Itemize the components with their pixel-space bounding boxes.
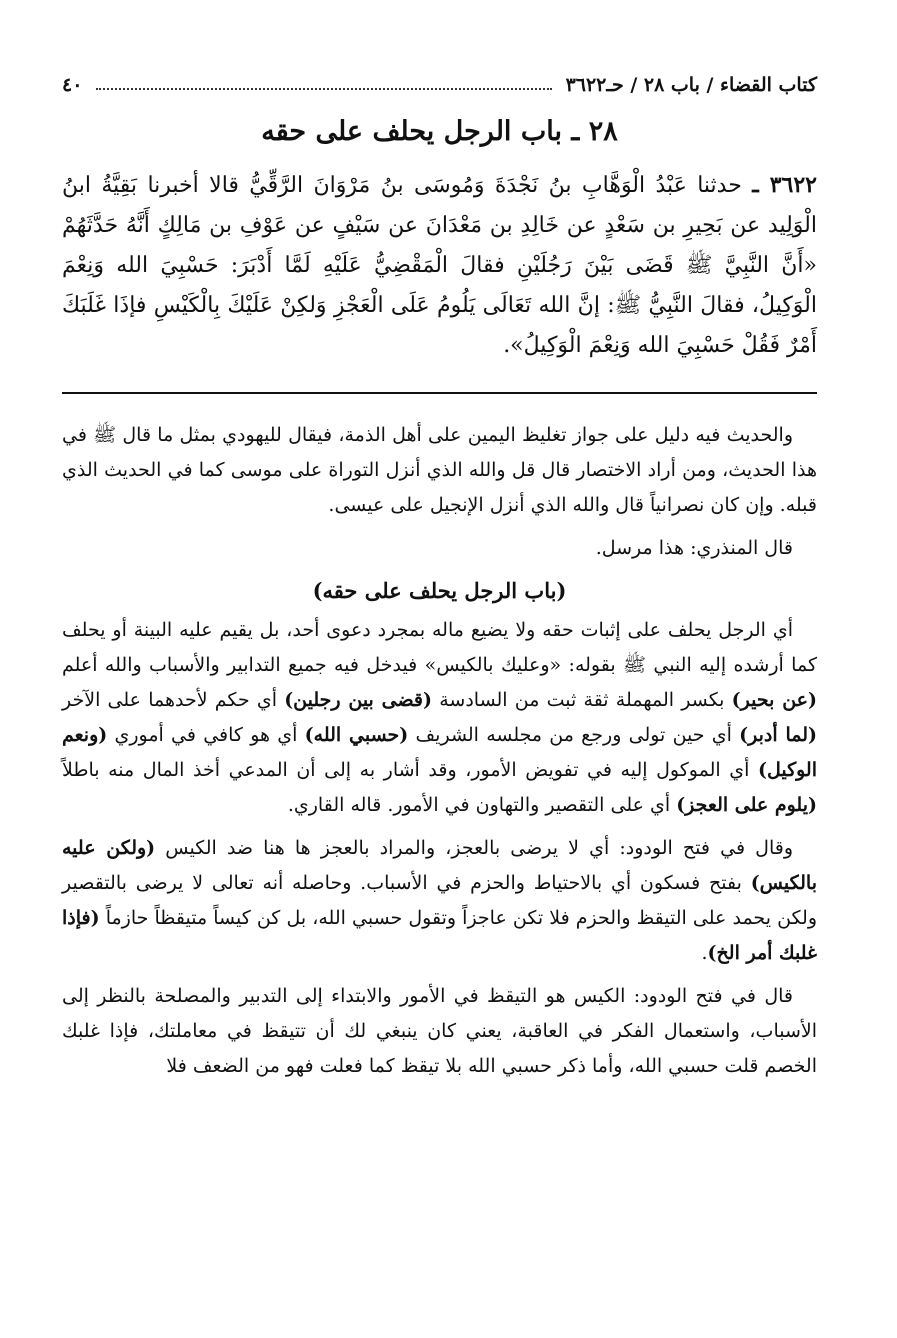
commentary-paragraph-4	[62, 831, 817, 971]
commentary-paragraph-5: قال في فتح الودود: الكيس هو التيقظ في الأمور والابتداء إلى التدبير والمصلحة بالنظر إلى الأسباب، واستعمال الفكر في العاقبة، يعني كان ينبغي لك أن تتيقظ في معاملتك، فإذا غلبك الخصم قلت حسبي الله، وأما ذكر حسبي الله بلا تيقظ كما فعلت فهو من الضعف فلا	[62, 985, 817, 1077]
bold-term: (فإذا غلبك أمر الخ)	[62, 907, 817, 964]
bold-term: (عن بحير)	[731, 689, 817, 711]
bold-term: (ولكن عليه بالكيس)	[62, 837, 817, 894]
running-header	[62, 62, 817, 96]
text-run: أي حكم لأحدهما على الآخر	[62, 689, 285, 711]
commentary-paragraph-3	[62, 613, 817, 823]
text-run: أي الموكول إليه في تفويض الأمور، وقد أشار به إلى أن المدعي أخذ المال منه باطلاً	[62, 759, 758, 781]
header-dotted-leader	[96, 88, 551, 90]
bold-term: (ونعم الوكيل)	[62, 724, 817, 781]
bold-term: (حسبي الله)	[304, 724, 409, 746]
bold-term: (لما أدبر)	[739, 724, 818, 746]
commentary-paragraph-2: قال المنذري: هذا مرسل.	[595, 537, 793, 559]
text-run: بفتح فسكون أي بالاحتياط والحزم في الأسباب. وحاصله أنه تعالى لا يرضى بالتقصير ولكن يحمد على التيقظ والحزم فلا تكن عاجزاً وتقول حسبي الله، بل كن كيساً متيقظاً حازماً	[62, 872, 817, 929]
text-run: أي الرجل يحلف على إثبات حقه ولا يضيع ماله بمجرد دعوى أحد، بل يقيم عليه البينة أو يحلف كما أرشده إليه النبي ﷺ بقوله: «وعليك بالكيس» فيدخل فيه جميع التدابير والأسباب والله أعلم	[62, 619, 817, 676]
bold-term: (يلوم على العجز)	[676, 794, 817, 816]
commentary-subtitle: (باب الرجل يحلف على حقه)	[312, 578, 567, 603]
page-number: ٤٠	[62, 74, 83, 96]
bold-term: (قضى بين رجلين)	[284, 689, 433, 711]
chapter-title: ٢٨ ـ باب الرجل يحلف على حقه	[261, 116, 618, 147]
running-title: كتاب القضاء / باب ٢٨ / حـ٣٦٢٢	[565, 74, 817, 96]
text-run: أي هو كافي في أموري	[107, 724, 305, 746]
text-run: بكسر المهملة ثقة ثبت من السادسة	[432, 689, 732, 711]
text-run: أي حين تولى ورجع من مجلسه الشريف	[408, 724, 740, 746]
text-run: أي على التقصير والتهاون في الأمور. قاله القاري.	[287, 794, 677, 816]
hadith-body: حدثنا عَبْدُ الْوَهَّابِ بنُ نَجْدَةَ وَمُوسَى بنُ مَرْوَانَ الرَّقِّيُّ قالا أخبرنا بَقِيَّةُ ابنُ الْوَلِيد عن بَحِيرِ بن سَعْدٍ عن خَالِدِ بن مَعْدَانَ عن سَيْفٍ عن عَوْفِ بن مَالِكٍ أَنَّهُ حَدَّثَهُمْ «أَنَّ النَّبِيَّ ﷺ قَضَى بَيْنَ رَجُلَيْنِ فقالَ الْمَقْضِيُّ عَلَيْهِ لَمَّا أَدْبَرَ: حَسْبِيَ الله وَنِعْمَ الْوَكِيلُ، فقالَ النَّبِيُّ ﷺ: إنَّ الله تَعَالَى يَلُومُ عَلَى الْعَجْزِ وَلكِنْ عَلَيْكَ بِالْكَيْسِ فإذَا غَلَبَكَ أَمْرٌ فَقُلْ حَسْبِيَ الله وَنِعْمَ الْوَكِيلُ».	[62, 173, 817, 358]
footnote-divider	[62, 392, 817, 394]
hadith-text	[62, 165, 817, 366]
text-run: .	[701, 942, 708, 964]
commentary-paragraph-1: والحديث فيه دليل على جواز تغليظ اليمين على أهل الذمة، فيقال لليهودي بمثل ما قال ﷺ في هذا الحديث، ومن أراد الاختصار قال قل والله الذي أنزل التوراة على موسى كما في الحديث الذي قبله. وإن كان نصرانياً قال والله الذي أنزل الإنجيل على عيسى.	[62, 424, 817, 516]
hadith-number: ٣٦٢٢ ـ	[752, 172, 817, 198]
text-run: وقال في فتح الودود: أي لا يرضى بالعجز، والمراد بالعجز ها هنا ضد الكيس	[155, 837, 793, 859]
